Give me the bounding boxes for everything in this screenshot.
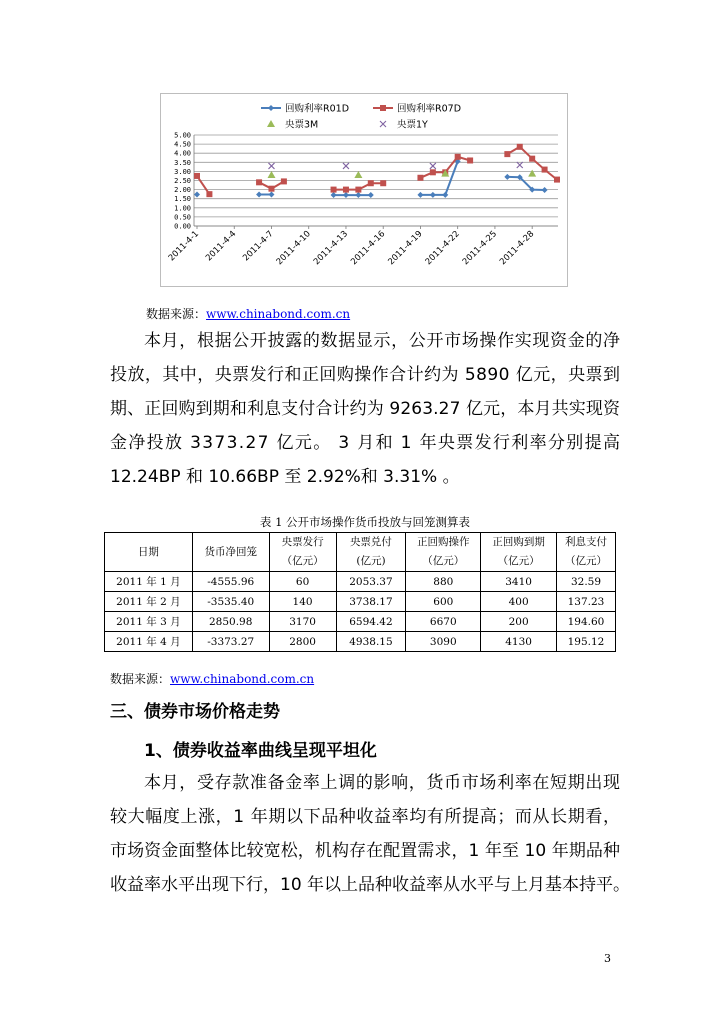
- paragraph-line: 收益率水平出现下行，10 年以上品种收益率从水平与上月基本持平。: [110, 875, 631, 895]
- x-tick-label: 2011-4-22: [423, 229, 462, 268]
- table-cell: -3535.40: [192, 592, 269, 612]
- paragraph-line: 投放，其中，央票发行和正回购操作合计约为 5890 亿元，央票到: [110, 365, 621, 385]
- table-cell: 140: [269, 592, 336, 612]
- table-cell: 137.23: [557, 592, 616, 612]
- header-bill-issuance: 央票发行 （亿元）: [269, 533, 336, 572]
- page-number: 3: [604, 952, 611, 965]
- table-cell: 2011 年 2 月: [105, 592, 193, 612]
- open-market-paragraph: [110, 324, 620, 494]
- legend-marker: [380, 105, 386, 111]
- legend-label: 回购利率R01D: [285, 103, 350, 115]
- y-tick-label: 1.50: [174, 195, 191, 204]
- data-point: [554, 177, 560, 183]
- x-tick-label: 2011-4-1: [166, 229, 202, 264]
- x-tick-label: 2011-4-13: [311, 229, 351, 268]
- y-tick-label: 2.50: [174, 177, 191, 185]
- paragraph-line: 市场资金面整体比较宽松，机构存在配置需求，1 年至 10 年期品种: [110, 841, 621, 861]
- table-row: [105, 612, 616, 632]
- table-cell: -4555.96: [192, 572, 269, 592]
- subsection-heading: 1、债券收益率曲线呈现平坦化: [144, 741, 377, 761]
- table-cell: 600: [406, 592, 481, 612]
- table-cell: -3373.27: [192, 632, 269, 652]
- data-source-link[interactable]: www.chinabond.com.cn: [206, 307, 351, 321]
- paragraph-line: 较大幅度上涨，1 年期以下品种收益率均有所提高；而从长期看，: [110, 807, 621, 827]
- table-cell: 6670: [406, 612, 481, 632]
- data-point: [355, 187, 361, 193]
- table-cell: 3090: [406, 632, 481, 652]
- y-tick-label: 2.00: [174, 186, 191, 195]
- rates-chart-svg: [161, 94, 567, 286]
- legend-marker: [380, 121, 386, 127]
- x-tick-label: 2011-4-10: [274, 229, 313, 268]
- yield-curve-paragraph: [110, 766, 631, 902]
- data-source-label: 数据来源：: [110, 672, 171, 686]
- data-point: [529, 156, 535, 162]
- header-interest-payment: 利息支付 （亿元）: [557, 533, 616, 572]
- table-cell: 195.12: [557, 632, 616, 652]
- table-cell: 194.60: [557, 612, 616, 632]
- table-row: [105, 632, 616, 652]
- y-tick-label: 5.00: [174, 131, 191, 140]
- x-tick-label: 2011-4-25: [460, 229, 500, 268]
- legend-label: 回购利率R07D: [397, 103, 462, 115]
- x-tick-label: 2011-4-28: [498, 229, 537, 268]
- table-cell: 4130: [481, 632, 557, 652]
- data-point: [517, 144, 523, 150]
- table-cell: 2011 年 4 月: [105, 632, 193, 652]
- data-point: [206, 191, 212, 197]
- table-row: [105, 572, 616, 592]
- table-cell: 60: [269, 572, 336, 592]
- table-cell: 2850.98: [192, 612, 269, 632]
- header-repo-maturity: 正回购到期 （亿元）: [481, 533, 557, 572]
- paragraph-line: 本月，根据公开披露的数据显示，公开市场操作实现资金的净: [144, 331, 621, 351]
- table-cell: 3410: [481, 572, 557, 592]
- x-tick-label: 2011-4-19: [386, 229, 425, 268]
- data-source-link[interactable]: www.chinabond.com.cn: [170, 672, 315, 686]
- table-cell: 2053.37: [336, 572, 406, 592]
- table-cell: 3738.17: [336, 592, 406, 612]
- data-point: [256, 179, 262, 185]
- data-source-1: [146, 305, 350, 322]
- table-cell: 32.59: [557, 572, 616, 592]
- x-tick-label: 2011-4-16: [349, 229, 388, 268]
- table-cell: 4938.15: [336, 632, 406, 652]
- y-tick-label: 4.50: [174, 140, 191, 149]
- table-cell: 3170: [269, 612, 336, 632]
- data-point: [368, 180, 374, 186]
- header-net-withdrawal: 货币净回笼: [192, 533, 269, 572]
- data-point: [380, 180, 386, 186]
- table-cell: 2011 年 1 月: [105, 572, 193, 592]
- legend-marker: [268, 105, 274, 111]
- table-cell: 6594.42: [336, 612, 406, 632]
- legend-label: 央票1Y: [397, 119, 428, 131]
- paragraph-line: 期、正回购到期和利息支付合计约为 9263.27 亿元，本月共实现资: [110, 399, 621, 419]
- data-point: [542, 167, 548, 173]
- y-tick-label: 0.50: [174, 213, 191, 222]
- table-cell: 200: [481, 612, 557, 632]
- data-point: [194, 173, 200, 179]
- table-cell: 2011 年 3 月: [105, 612, 193, 632]
- legend-label: 央票3M: [285, 119, 319, 131]
- table-cell: 2800: [269, 632, 336, 652]
- y-tick-label: 1.00: [174, 204, 191, 213]
- x-tick-label: 2011-4-7: [241, 229, 276, 264]
- x-tick-label: 2011-4-4: [204, 229, 239, 264]
- y-tick-label: 3.50: [174, 158, 191, 167]
- data-point: [331, 187, 337, 193]
- table-caption: 表 1 公开市场操作货币投放与回笼测算表: [259, 515, 471, 529]
- data-point: [455, 154, 461, 160]
- table-cell: 880: [406, 572, 481, 592]
- table-header-row: [105, 533, 616, 572]
- open-market-table: [104, 532, 616, 652]
- data-point: [281, 178, 287, 184]
- y-tick-label: 3.00: [174, 167, 191, 176]
- data-source-2: [110, 670, 314, 687]
- paragraph-line: 金净投放 3373.27 亿元。 3 月和 1 年央票发行利率分别提高: [110, 433, 622, 453]
- header-bill-redemption: 央票兑付 (亿元): [336, 533, 406, 572]
- data-point: [343, 187, 349, 193]
- data-source-label: 数据来源：: [146, 307, 207, 321]
- paragraph-line: 本月，受存款准备金率上调的影响，货币市场利率在短期出现: [144, 773, 621, 793]
- paragraph-line: 12.24BP 和 10.66BP 至 2.92%和 3.31% 。: [110, 467, 460, 487]
- data-point: [467, 157, 473, 163]
- section-heading: 三、债券市场价格走势: [110, 702, 280, 722]
- legend-marker: [267, 120, 275, 127]
- rates-chart: [160, 93, 568, 287]
- y-tick-label: 0.00: [174, 222, 191, 231]
- table-cell: 400: [481, 592, 557, 612]
- data-point: [417, 175, 423, 181]
- data-point: [268, 186, 274, 192]
- data-point: [430, 169, 436, 175]
- data-point: [504, 151, 510, 157]
- header-date: 日期: [105, 533, 193, 572]
- y-tick-label: 4.00: [174, 149, 191, 158]
- table-row: [105, 592, 616, 612]
- header-repo-operation: 正回购操作 （亿元）: [406, 533, 481, 572]
